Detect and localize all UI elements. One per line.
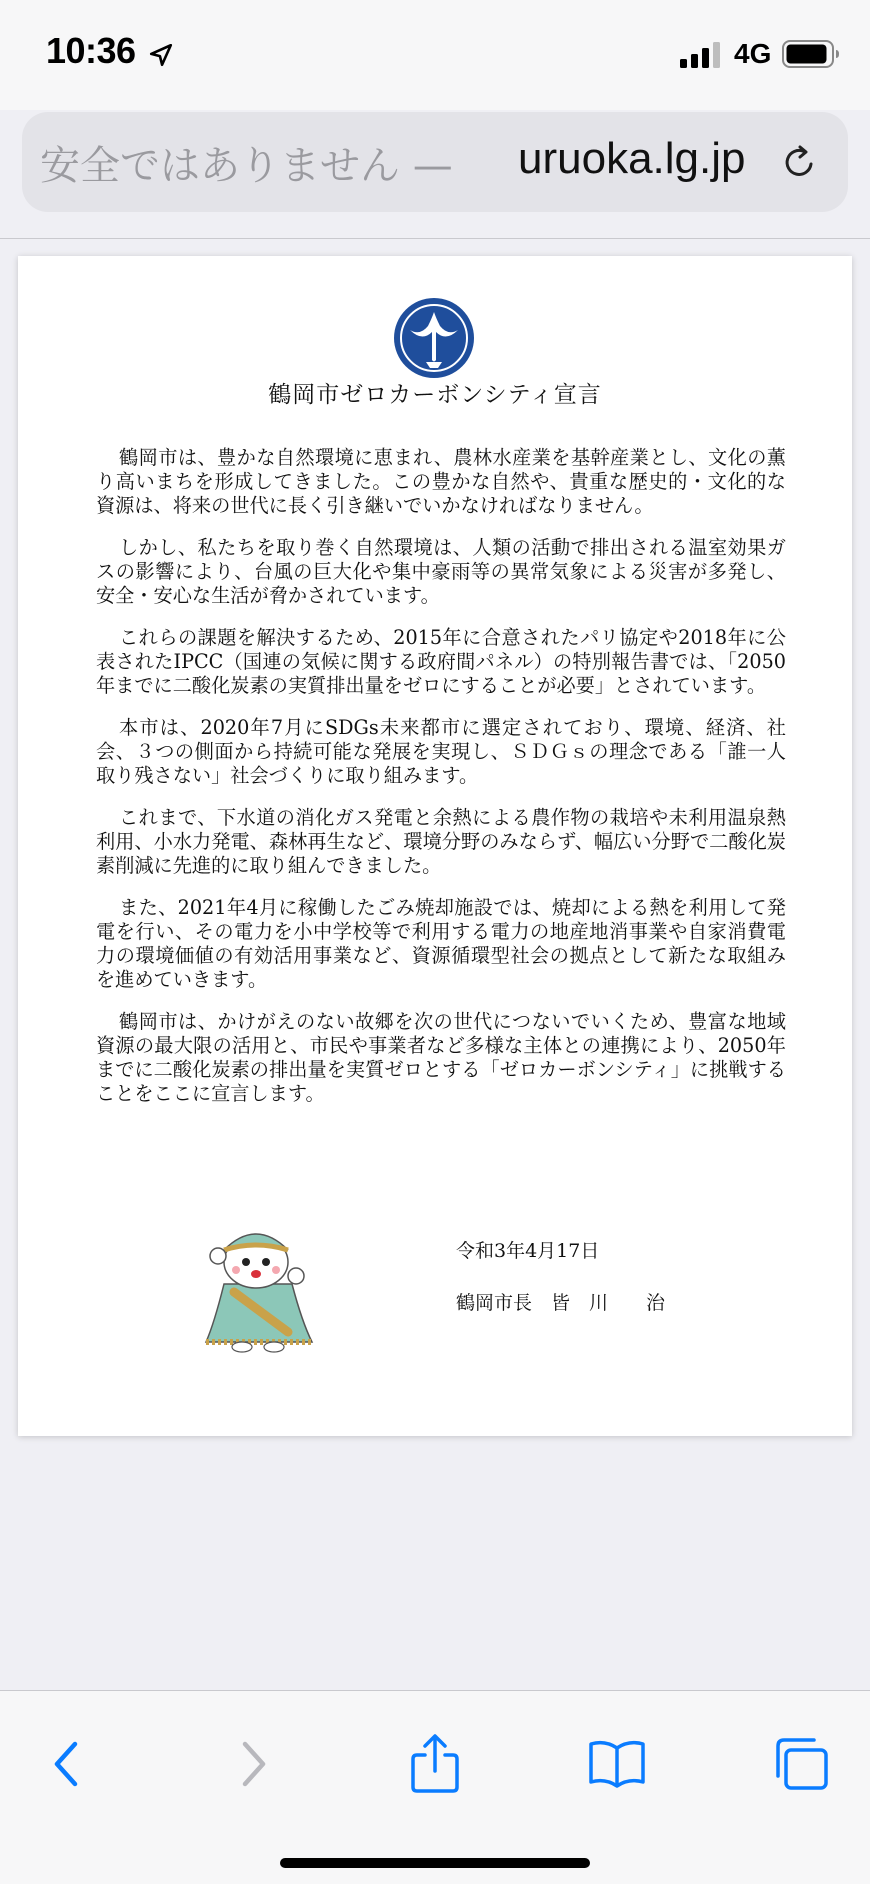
header-divider <box>0 238 870 239</box>
safari-bottom-toolbar <box>0 1690 870 1884</box>
status-bar <box>0 0 870 110</box>
reload-icon[interactable] <box>780 142 820 182</box>
bookmarks-button[interactable] <box>582 1729 652 1799</box>
document-page <box>18 256 852 1436</box>
declaration-paragraph-5: これまで、下水道の消化ガス発電と余熱による農作物の栽培や未利用温泉熱利用、小水力発電、森林再生など、環境分野のみならず、幅広い分野で二酸化炭素削減に先進的に取り組んできました。 <box>96 806 786 877</box>
book-icon <box>587 1738 647 1790</box>
declaration-paragraph-3: これらの課題を解決するため、2015年に合意されたパリ協定や2018年に公表されたIPCC（国連の気候に関する政府間パネル）の特別報告書では、「2050年までに二酸化炭素の実質排出量をゼロにすることが必要」とされています。 <box>96 626 786 697</box>
network-type-label: 4G <box>734 38 772 69</box>
chevron-right-icon <box>233 1738 273 1790</box>
address-bar[interactable] <box>22 112 848 212</box>
declaration-paragraph-1: 鶴岡市は、豊かな自然環境に恵まれ、農林水産業を基幹産業とし、文化の薫り高いまちを形成してきました。この豊かな自然や、貴重な歴史的・文化的な資源は、将来の世代に長く引き継いでいかなければなりません。 <box>96 446 786 517</box>
declaration-date: 令和3年4月17日 <box>456 1240 600 1262</box>
declaration-paragraph-2: しかし、私たちを取り巻く自然環境は、人類の活動で排出される温室効果ガスの影響により、台風の巨大化や集中豪雨等の異常気象による災害が多発し、安全・安心な生活が脅かされています。 <box>96 536 786 607</box>
status-time: 10:36 <box>46 30 136 71</box>
chevron-left-icon <box>47 1738 87 1790</box>
battery-icon <box>782 40 840 68</box>
cellular-signal-icon <box>680 42 722 68</box>
declaration-paragraph-6: また、2021年4月に稼働したごみ焼却施設では、焼却による熱を利用して発電を行い、その電力を小中学校等で利用する電力の地産地消事業や自家消費電力の環境価値の有効活用事業など、資源循環型社会の拠点として新たな取組みを進めていきます。 <box>96 896 786 991</box>
declaration-paragraph-7: 鶴岡市は、かけがえのない故郷を次の世代につないでいくため、豊富な地域資源の最大限の活用と、市民や事業者など多様な主体との連携により、2050年までに二酸化炭素の排出量を実質ゼロとする「ゼロカーボンシティ」に挑戦することをここに宣言します。 <box>96 1010 786 1105</box>
share-button[interactable] <box>400 1729 470 1799</box>
mayor-signature: 鶴岡市長 皆 川 治 <box>456 1292 666 1314</box>
city-emblem-icon <box>392 296 476 380</box>
declaration-title: 鶴岡市ゼロカーボンシティ宣言 <box>268 382 602 408</box>
forward-button[interactable] <box>218 1729 288 1799</box>
mascot-character-image <box>184 1214 334 1354</box>
back-button[interactable] <box>32 1729 102 1799</box>
location-arrow-icon <box>148 42 174 68</box>
share-icon <box>407 1733 463 1795</box>
tabs-icon <box>772 1736 830 1792</box>
declaration-body <box>96 446 786 1124</box>
insecure-warning-text: 安全ではありません — <box>40 143 453 189</box>
tabs-button[interactable] <box>766 1729 836 1799</box>
declaration-paragraph-4: 本市は、2020年7月にSDGs未来都市に選定されており、環境、経済、社会、３つの側面から持続可能な発展を実現し、ＳＤＧｓの理念である「誰一人取り残さない」社会づくりに取り組みます。 <box>96 716 786 787</box>
url-domain-text: uruoka.lg.jp <box>518 134 746 183</box>
home-indicator[interactable] <box>280 1858 590 1868</box>
